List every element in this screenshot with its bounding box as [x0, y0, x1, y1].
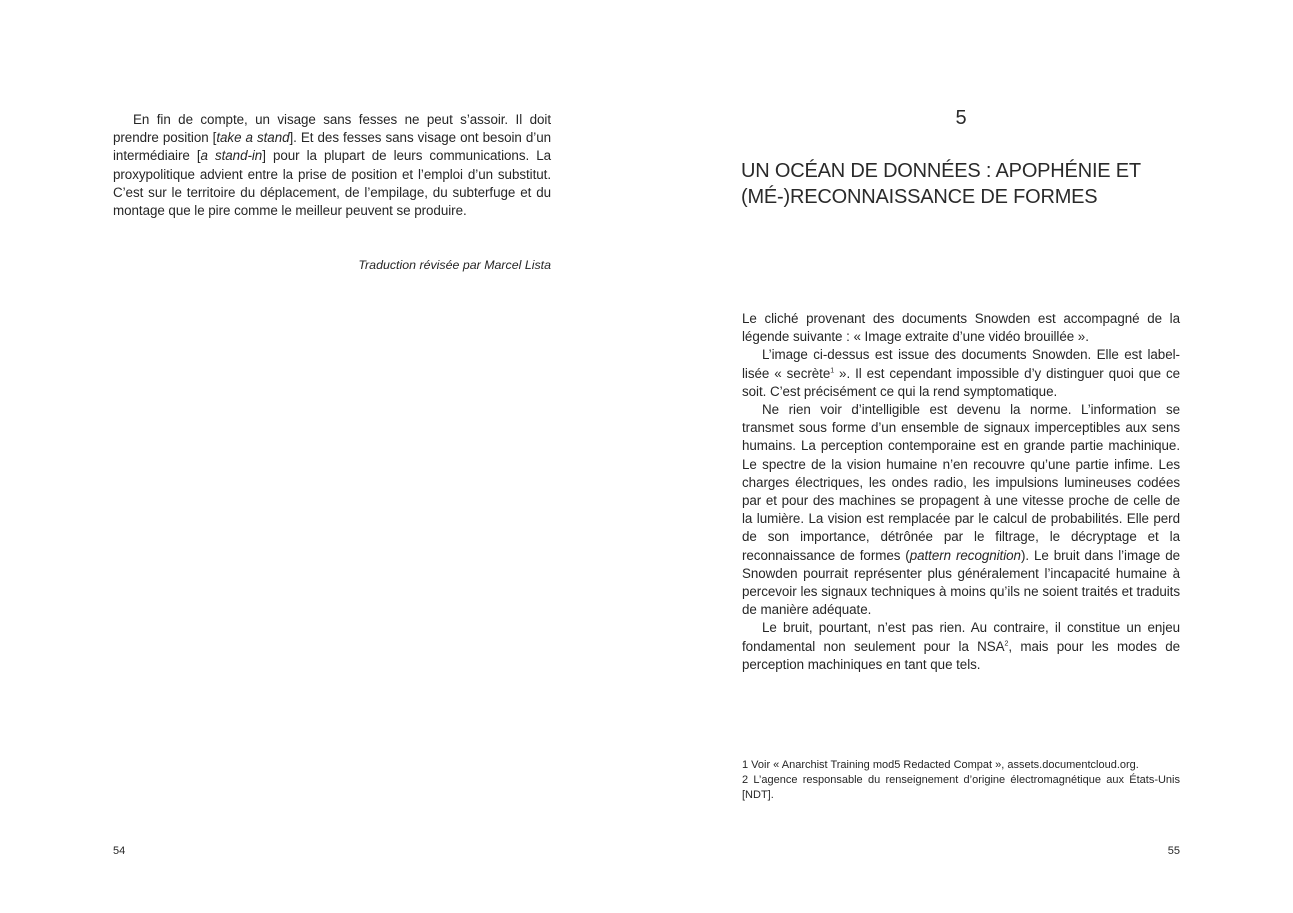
left-paragraph	[113, 111, 551, 220]
body-paragraph-3	[742, 401, 1180, 619]
text-run: ». Il est cependant impossible d’y distinguer quoi que ce soit. C’est précisément ce qui la rend symptomatique.	[742, 365, 1180, 399]
text-run: , mais pour les modes de perception machiniques en tant que tels.	[742, 638, 1180, 672]
text-run: L’image ci-dessus est issue des documents Snowden. Elle est labellisée « secrète	[742, 347, 1180, 381]
text-run: ] pour la plupart de leurs communications. La proxypolitique advient entre la prise de position et l’emploi d’un substitut. C’est sur le territoire du déplacement, de l’empilage, du subterfuge et du montage que le pire comme le meilleur peuvent se produire.	[113, 148, 551, 219]
body-paragraph-4	[742, 619, 1180, 674]
text-run-italic: pattern recognition	[909, 547, 1021, 563]
body-paragraph-1	[742, 310, 1180, 346]
text-run: En fin de compte, un visage sans fesses ne peut s’assoir. Il doit prendre position [	[113, 112, 551, 146]
chapter-title	[741, 158, 1201, 210]
left-page	[0, 0, 646, 913]
chapter-number: 5	[955, 107, 967, 129]
left-body-text	[113, 111, 551, 220]
text-run-italic: take a stand	[216, 130, 290, 146]
footnote-2: 2 L’agence responsable du renseignement d’origine électromagnétique aux États-Unis [NDT].	[742, 774, 1180, 801]
chapter-title-line-2: (MÉ-)RECONNAISSANCE DE FORMES	[741, 186, 1098, 208]
body-paragraph-2	[742, 346, 1180, 401]
footnote-1: 1 Voir « Anarchist Training mod5 Redacted Compat », assets.documentcloud.org.	[742, 759, 1139, 771]
chapter-title-line-1: UN OCÉAN DE DONNÉES : APOPHÉNIE ET	[741, 160, 1141, 182]
right-body-text	[742, 310, 1180, 674]
text-run: ]. Et des fesses sans visage ont besoin d’un intermédiaire [	[113, 130, 551, 164]
text-run: Le cliché provenant des documents Snowden est accompagné de la légende suivante : « Image extraite d’une vidéo brouillée ».	[742, 311, 1180, 345]
text-run-italic: a stand-in	[200, 148, 263, 164]
translation-credit: Traduction révisée par Marcel Lista	[358, 258, 551, 272]
footnote-ref-1: 1	[830, 367, 835, 375]
footnote-ref-2: 2	[1004, 640, 1009, 648]
text-run: Ne rien voir d’intelligible est devenu la norme. L’information se transmet sous forme d’un ensemble de signaux imperceptibles aux sens humains. La perception contemporaine est en grande partie machinique. Le spectre de la vision humaine n’en recouvre qu’une partie infime. Les charges électriques, les ondes radio, les impulsions lumineuses codées par et pour des machines se propagent à une vitesse proche de celle de la lumière. La vision est remplacée par le calcul de probabilités. Elle perd de son importance, détrônée par le filtrage, le décryptage et la reconnaissance de formes (	[742, 402, 1180, 563]
footnotes	[742, 758, 1180, 803]
page-number-right: 55	[1167, 845, 1180, 857]
text-run: ). Le bruit dans l’image de Snowden pourrait représenter plus généralement l’incapacité humaine à percevoir les signaux techniques à moins qu’ils ne soient traités et traduits de manière adéquate.	[742, 547, 1180, 618]
text-run: Le bruit, pourtant, n’est pas rien. Au contraire, il constitue un enjeu fondamental non seulement pour la NSA	[742, 620, 1180, 654]
page-number-left: 54	[113, 845, 126, 857]
